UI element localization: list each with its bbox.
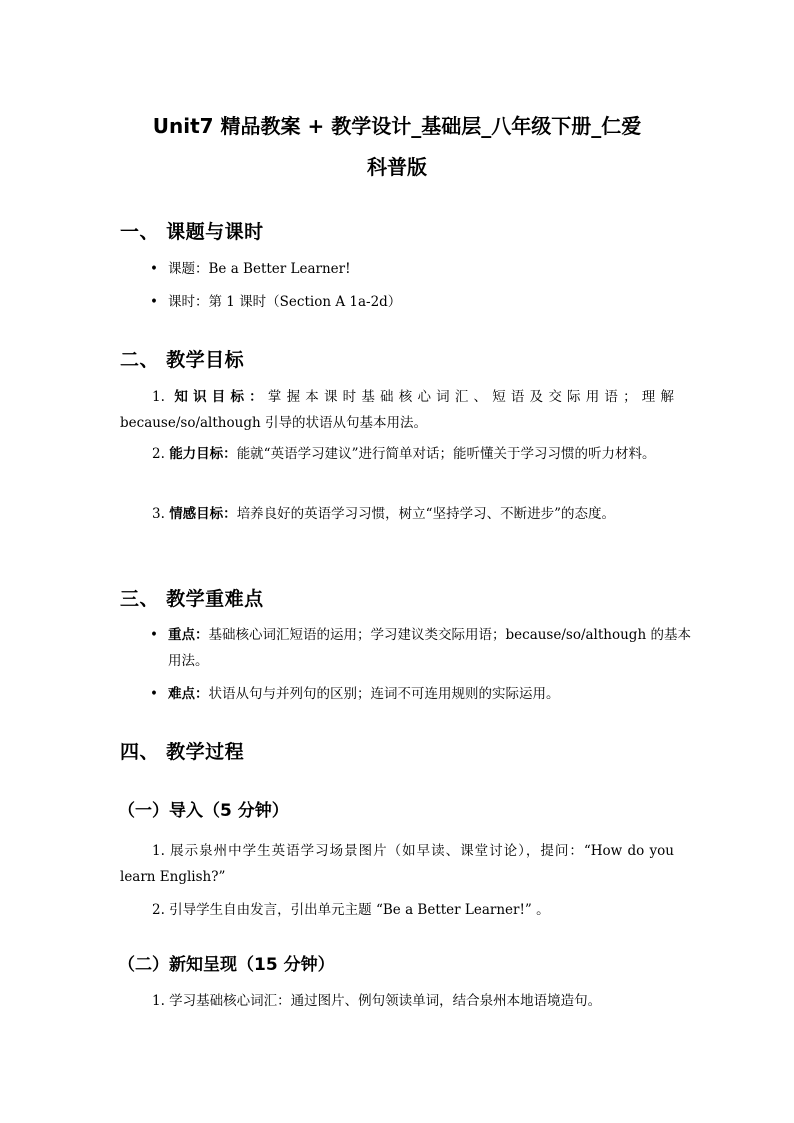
subsection-heading-intro: （一）导入（5 分钟）	[118, 801, 289, 821]
goal-label: 知识目标：	[174, 389, 268, 405]
section-heading-1: 一、 课题与课时	[120, 221, 264, 243]
process-paragraph: 1. 展示泉州中学生英语学习场景图片（如早读、课堂讨论），提问：“How do you learn English?”	[120, 843, 674, 885]
goal-paragraph-ability	[120, 441, 674, 467]
bullet-icon: •	[150, 294, 158, 310]
difficulty-text: 状语从句与并列句的区别；连词不可连用规则的实际运用。	[208, 686, 560, 702]
process-paragraph: 1. 学习基础核心词汇：通过图片、例句领读单词，结合泉州本地语境造句。	[152, 993, 602, 1009]
bullet-icon: •	[150, 686, 158, 702]
section-heading-2: 二、 教学目标	[120, 349, 245, 371]
list-item	[150, 289, 692, 315]
document-title-line-1: Unit7 精品教案 + 教学设计_基础层_八年级下册_仁爱	[152, 114, 642, 138]
item-number: 2.	[152, 446, 165, 462]
document-title-line-2: 科普版	[367, 155, 427, 179]
item-number: 1.	[152, 389, 165, 405]
bullet-text: 课题：Be a Better Learner!	[168, 261, 351, 277]
goal-paragraph-emotion	[120, 501, 674, 527]
section-heading-4: 四、 教学过程	[120, 741, 245, 763]
goal-label: 能力目标：	[169, 446, 237, 462]
subsection-heading-new-knowledge: （二）新知呈现（15 分钟）	[118, 955, 335, 975]
bullet-text: 课时：第 1 课时（Section A 1a-2d）	[168, 294, 402, 310]
section-heading-3: 三、 教学重难点	[120, 588, 264, 610]
difficulty-label: 难点：	[168, 686, 209, 702]
list-item	[150, 256, 692, 282]
goal-text: 培养良好的英语学习习惯，树立“坚持学习、不断进步”的态度。	[236, 506, 615, 522]
goal-paragraph-knowledge	[120, 384, 674, 436]
key-point-label: 重点：	[168, 627, 209, 643]
bullet-icon: •	[150, 261, 158, 277]
goal-text: 能就“英语学习建议”进行简单对话；能听懂关于学习习惯的听力材料。	[236, 446, 656, 462]
goal-label: 情感目标：	[169, 506, 237, 522]
list-item	[150, 681, 692, 707]
list-item	[150, 622, 692, 674]
item-number: 3.	[152, 506, 165, 522]
bullet-icon: •	[150, 627, 158, 643]
process-paragraph: 2. 引导学生自由发言，引出单元主题 “Be a Better Learner!” 。	[152, 902, 550, 918]
goal-text: 掌握本课时基础核心词汇、短语及交际用语；理解 because/so/although 引导的状语从句基本用法。	[120, 389, 675, 431]
key-point-text: 基础核心词汇短语的运用；学习建议类交际用语；because/so/although 的基本用法。	[168, 627, 691, 669]
